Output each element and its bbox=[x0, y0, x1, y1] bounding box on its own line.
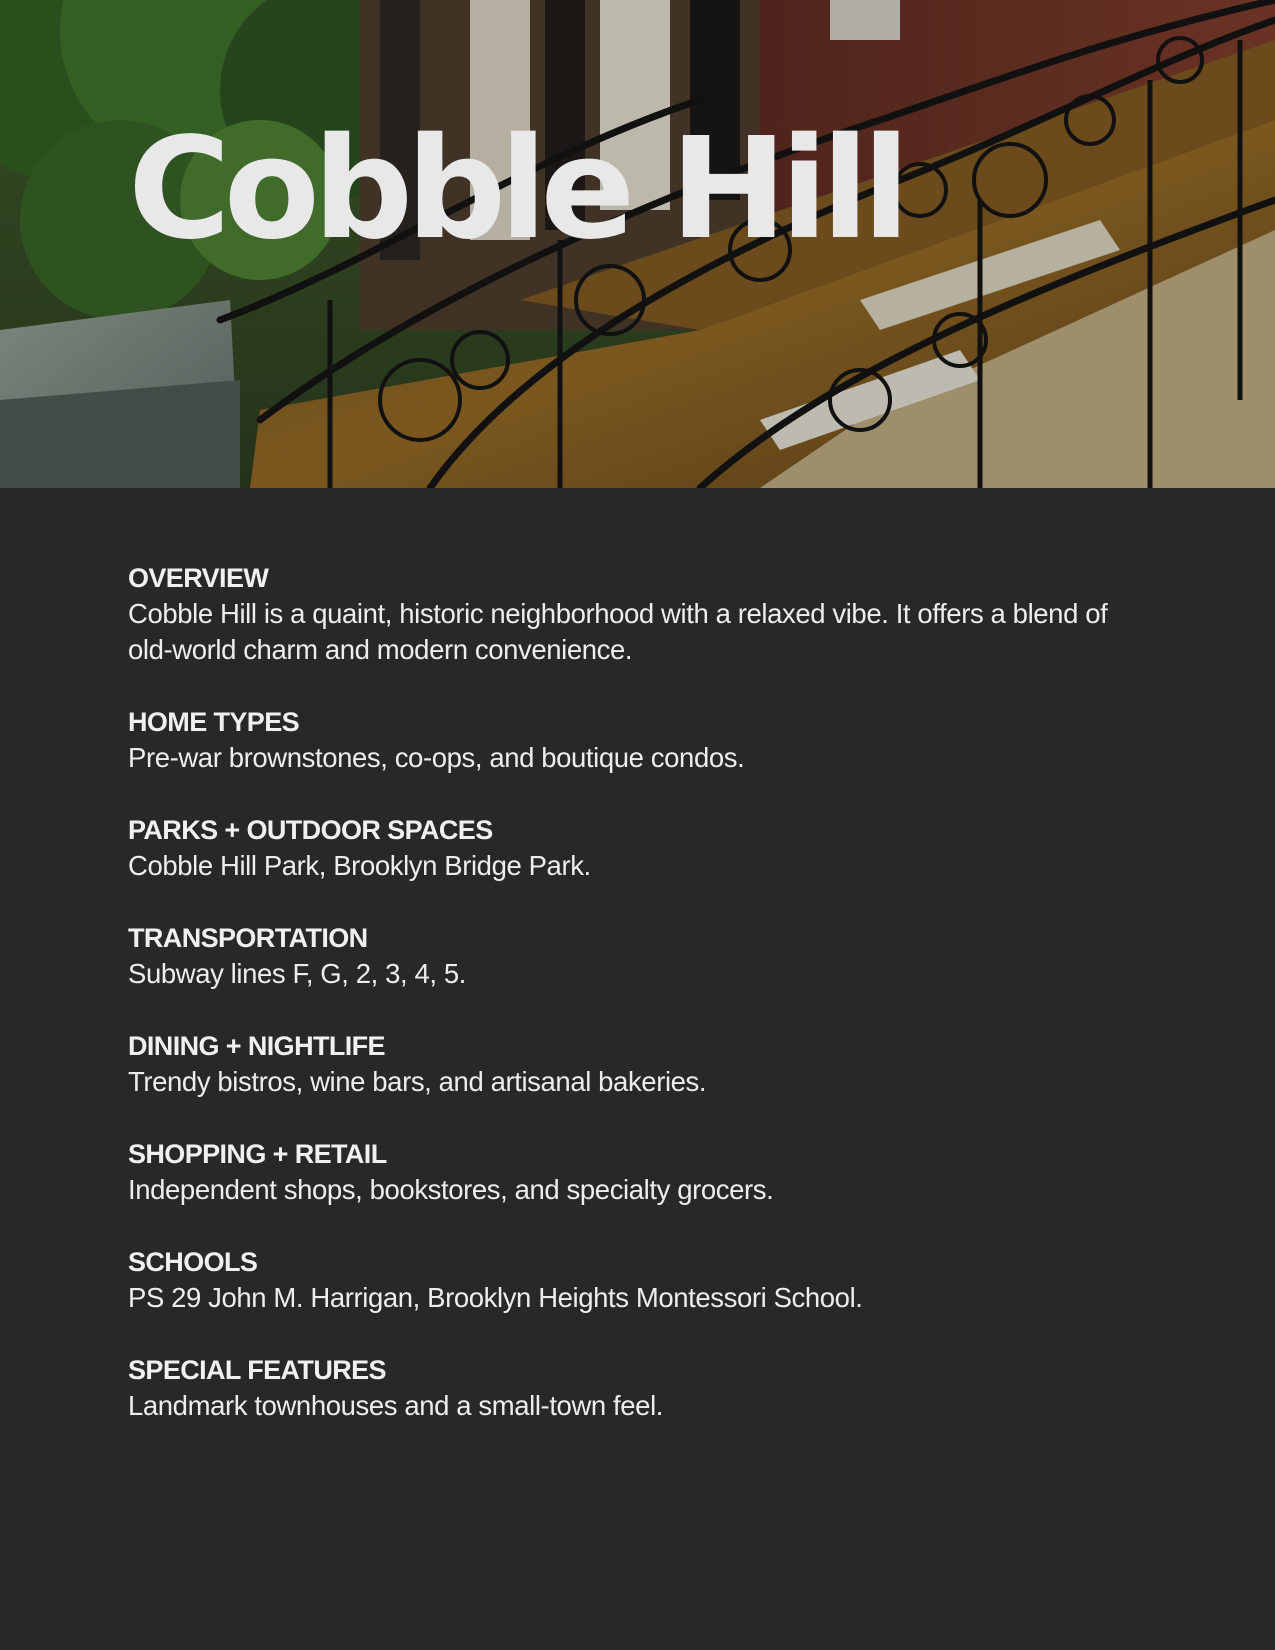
section-transportation bbox=[128, 920, 1148, 992]
section-shopping bbox=[128, 1136, 1148, 1208]
section-home-types bbox=[128, 704, 1148, 776]
section-heading: TRANSPORTATION bbox=[128, 923, 368, 953]
section-heading: OVERVIEW bbox=[128, 563, 269, 593]
section-body: PS 29 John M. Harrigan, Brooklyn Heights Montessori School. bbox=[128, 1282, 863, 1313]
section-body: Cobble Hill is a quaint, historic neighborhood with a relaxed vibe. It offers a blend of old-world charm and modern convenience. bbox=[128, 598, 1108, 665]
section-heading: SCHOOLS bbox=[128, 1247, 258, 1277]
section-parks bbox=[128, 812, 1148, 884]
neighborhood-details bbox=[128, 560, 1148, 1460]
section-heading: SPECIAL FEATURES bbox=[128, 1355, 386, 1385]
section-body: Trendy bistros, wine bars, and artisanal bakeries. bbox=[128, 1066, 707, 1097]
section-body: Subway lines F, G, 2, 3, 4, 5. bbox=[128, 958, 467, 989]
section-body: Cobble Hill Park, Brooklyn Bridge Park. bbox=[128, 850, 591, 881]
hero-banner bbox=[0, 0, 1275, 488]
section-special-features bbox=[128, 1352, 1148, 1424]
section-heading: DINING + NIGHTLIFE bbox=[128, 1031, 385, 1061]
section-heading: HOME TYPES bbox=[128, 707, 300, 737]
section-body: Independent shops, bookstores, and specialty grocers. bbox=[128, 1174, 774, 1205]
page-title: Cobble Hill bbox=[128, 108, 904, 271]
section-heading: SHOPPING + RETAIL bbox=[128, 1139, 387, 1169]
section-overview bbox=[128, 560, 1148, 668]
section-dining bbox=[128, 1028, 1148, 1100]
section-body: Pre-war brownstones, co-ops, and boutique condos. bbox=[128, 742, 745, 773]
section-body: Landmark townhouses and a small-town feel. bbox=[128, 1390, 664, 1421]
section-schools bbox=[128, 1244, 1148, 1316]
section-heading: PARKS + OUTDOOR SPACES bbox=[128, 815, 493, 845]
